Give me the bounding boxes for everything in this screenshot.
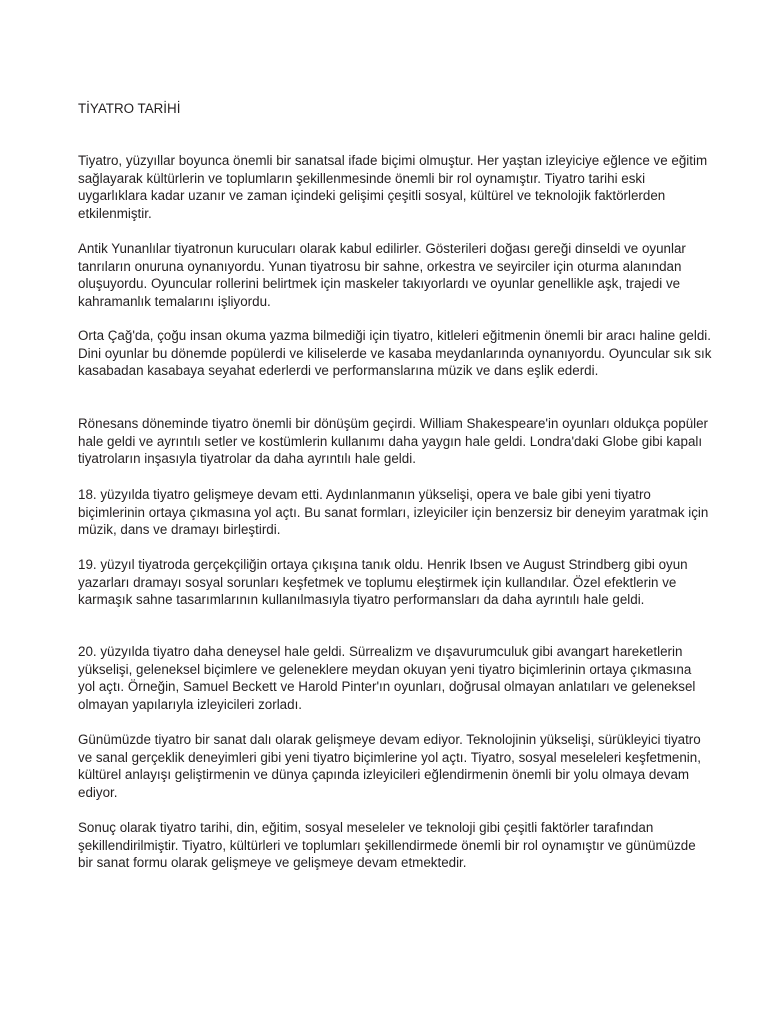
paragraph-ancient-greece: Antik Yunanlılar tiyatronun kurucuları olarak kabul edilirler. Gösterileri doğası gereği dinseldi ve oyunlar tanrıların onuruna oynanıyordu. Yunan tiyatrosu bir sahne, orkestra ve seyirciler için oturma alanından oluşuyordu. Oyuncular rollerini belirtmek için maskeler takıyorlardı ve oyunlar genellikle aşk, trajedi ve kahramanlık temalarını işliyordu. xyxy=(78,241,686,309)
document-title: TİYATRO TARİHİ xyxy=(78,101,181,116)
paragraph-19th-century: 19. yüzyıl tiyatroda gerçekçiliğin ortaya çıkışına tanık oldu. Henrik Ibsen ve August Strindberg gibi oyun yazarları dramayı sosyal sorunları keşfetmek ve toplumu eleştirmek için kullandılar. Özel efektlerin ve karmaşık sahne tasarımlarının kullanılmasıyla tiyatro performansları da daha ayrıntılı hale geldi. xyxy=(78,557,688,607)
paragraph-middle-ages: Orta Çağ'da, çoğu insan okuma yazma bilmediği için tiyatro, kitleleri eğitmenin önemli bir aracı haline geldi. Dini oyunlar bu dönemde popülerdi ve kiliselerde ve kasaba meydanlarında oynanıyordu. Oyuncular sık sık kasabadan kasabaya seyahat ederlerdi ve performanslarına müzik ve dans eşlik ederdi. xyxy=(78,328,712,378)
paragraph-conclusion: Sonuç olarak tiyatro tarihi, din, eğitim, sosyal meseleler ve teknoloji gibi çeşitli faktörler tarafından şekillendirilmiştir. Tiyatro, kültürleri ve toplumları şekillendirmede önemli bir rol oynamıştır ve günümüzde bir sanat formu olarak gelişmeye ve gelişmeye devam etmektedir. xyxy=(78,820,696,870)
paragraph-20th-century: 20. yüzyılda tiyatro daha deneysel hale geldi. Sürrealizm ve dışavurumculuk gibi avangart hareketlerin yükselişi, geleneksel biçimlere ve geleneklere meydan okuyan yeni tiyatro biçimlerinin ortaya çıkmasına yol açtı. Örneğin, Samuel Beckett ve Harold Pinter'ın oyunları, doğrusal olmayan anlatıları ve geleneksel olmayan yapılarıyla izleyicileri zorladı. xyxy=(78,644,696,712)
paragraph-renaissance: Rönesans döneminde tiyatro önemli bir dönüşüm geçirdi. William Shakespeare'in oyunları oldukça popüler hale geldi ve ayrıntılı setler ve kostümlerin kullanımı daha yaygın hale geldi. Londra'daki Globe gibi kapalı tiyatroların inşasıyla tiyatrolar da daha ayrıntılı hale geldi. xyxy=(78,416,709,466)
paragraph-18th-century: 18. yüzyılda tiyatro gelişmeye devam etti. Aydınlanmanın yükselişi, opera ve bale gibi yeni tiyatro biçimlerinin ortaya çıkmasına yol açtı. Bu sanat formları, izleyiciler için benzersiz bir deneyim yaratmak için müzik, dans ve dramayı birleştirdi. xyxy=(78,487,709,537)
paragraph-today: Günümüzde tiyatro bir sanat dalı olarak gelişmeye devam ediyor. Teknolojinin yükselişi, sürükleyici tiyatro ve sanal gerçeklik deneyimleri gibi yeni tiyatro biçimlerine yol açtı. Tiyatro, sosyal meseleleri keşfetmenin, kültürel anlayışı geliştirmenin ve dünya çapında izleyicileri eğlendirmenin önemli bir yolu olmaya devam ediyor. xyxy=(78,732,701,800)
paragraph-intro: Tiyatro, yüzyıllar boyunca önemli bir sanatsal ifade biçimi olmuştur. Her yaştan izleyiciye eğlence ve eğitim sağlayarak kültürlerin ve toplumların şekillenmesinde önemli bir rol oynamıştır. Tiyatro tarihi eski uygarlıklara kadar uzanır ve zaman içindeki gelişimi çeşitli sosyal, kültürel ve teknolojik faktörlerden etkilenmiştir. xyxy=(78,153,708,221)
